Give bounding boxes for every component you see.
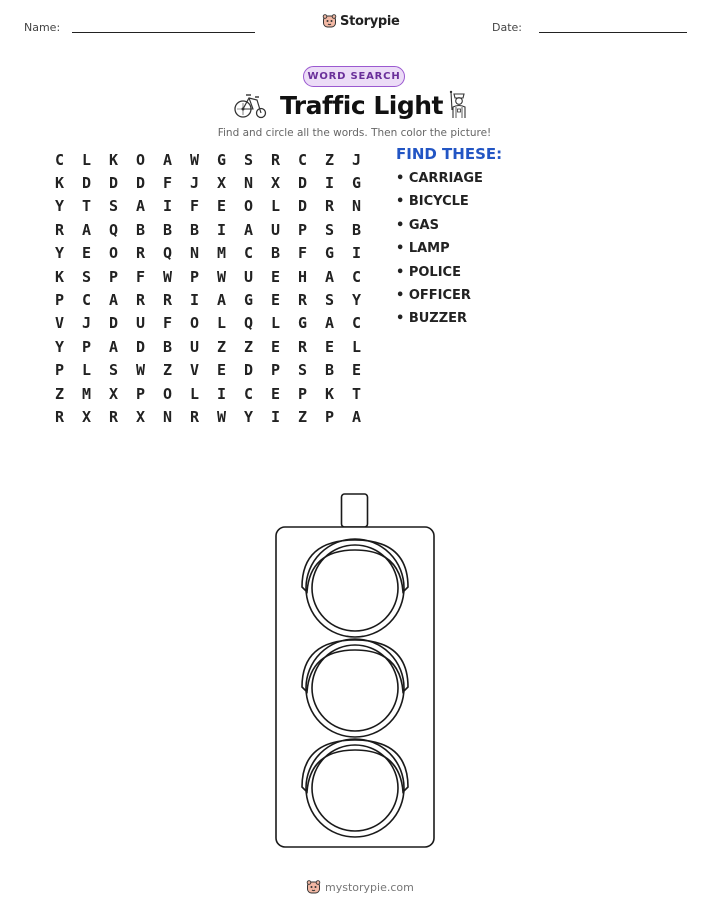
grid-letter[interactable]: O <box>135 150 146 169</box>
grid-letter[interactable]: P <box>297 220 308 239</box>
grid-letter[interactable]: F <box>162 174 173 193</box>
instructions <box>0 127 709 139</box>
grid-letter[interactable]: U <box>189 337 200 356</box>
grid-letter[interactable]: Q <box>108 220 119 239</box>
grid-letter[interactable]: R <box>324 197 335 216</box>
grid-letter[interactable]: E <box>324 337 335 356</box>
grid-letter[interactable]: U <box>135 314 146 333</box>
grid-row <box>46 148 370 171</box>
grid-letter[interactable]: B <box>351 220 362 239</box>
grid-letter[interactable]: Z <box>297 407 308 426</box>
grid-letter[interactable]: D <box>243 361 254 380</box>
grid-letter[interactable]: N <box>243 174 254 193</box>
word-item: • POLICE <box>396 264 461 280</box>
grid-letter[interactable]: L <box>270 314 281 333</box>
bicycle-icon <box>234 90 268 120</box>
grid-letter[interactable]: N <box>162 407 173 426</box>
grid-letter[interactable]: S <box>324 291 335 310</box>
grid-letter[interactable]: P <box>108 267 119 286</box>
grid-letter[interactable]: D <box>108 314 119 333</box>
date-label: Date: <box>492 21 522 34</box>
grid-letter[interactable]: L <box>270 197 281 216</box>
grid-letter[interactable]: R <box>54 220 65 239</box>
grid-letter[interactable]: S <box>297 361 308 380</box>
grid-letter[interactable]: A <box>162 150 173 169</box>
storypie-mascot-icon <box>306 879 321 895</box>
grid-letter[interactable]: R <box>135 291 146 310</box>
grid-letter[interactable]: I <box>324 174 335 193</box>
grid-letter[interactable]: A <box>324 267 335 286</box>
grid-letter[interactable]: Y <box>351 291 362 310</box>
grid-letter[interactable]: P <box>135 384 146 403</box>
grid-letter[interactable]: D <box>135 337 146 356</box>
grid-letter[interactable]: T <box>351 384 362 403</box>
grid-letter[interactable]: R <box>189 407 200 426</box>
grid-letter[interactable]: I <box>162 197 173 216</box>
grid-letter[interactable]: E <box>81 244 92 263</box>
grid-letter[interactable]: Z <box>216 337 227 356</box>
grid-letter[interactable]: C <box>351 314 362 333</box>
grid-letter[interactable]: W <box>216 407 227 426</box>
word-item: • CARRIAGE <box>396 171 483 186</box>
grid-letter[interactable]: E <box>216 361 227 380</box>
grid-row <box>46 288 370 311</box>
grid-letter[interactable]: N <box>189 244 200 263</box>
grid-letter[interactable]: P <box>81 337 92 356</box>
brand-name: Storypie <box>340 13 400 29</box>
grid-letter[interactable]: M <box>216 244 227 263</box>
grid-letter[interactable]: R <box>54 407 65 426</box>
grid-letter[interactable]: C <box>81 291 92 310</box>
grid-letter[interactable]: E <box>216 197 227 216</box>
grid-letter[interactable]: C <box>243 384 254 403</box>
grid-letter[interactable]: R <box>297 337 308 356</box>
brand-logo <box>322 13 400 29</box>
grid-letter[interactable]: B <box>189 220 200 239</box>
grid-letter[interactable]: Z <box>54 384 65 403</box>
grid-letter[interactable]: A <box>351 407 362 426</box>
grid-letter[interactable]: Z <box>162 361 173 380</box>
grid-letter[interactable]: C <box>54 150 65 169</box>
grid-letter[interactable]: P <box>270 361 281 380</box>
grid-letter[interactable]: M <box>81 384 92 403</box>
grid-letter[interactable]: P <box>324 407 335 426</box>
police-officer-icon <box>448 90 470 121</box>
grid-letter[interactable]: C <box>297 150 308 169</box>
traffic-light-body <box>276 527 434 847</box>
grid-row <box>46 359 370 382</box>
grid-letter[interactable]: X <box>81 407 92 426</box>
word-list <box>396 171 483 335</box>
grid-letter[interactable]: K <box>54 267 65 286</box>
grid-letter[interactable]: D <box>297 197 308 216</box>
grid-letter[interactable]: W <box>189 150 200 169</box>
grid-letter[interactable]: O <box>162 384 173 403</box>
grid-letter[interactable]: E <box>270 337 281 356</box>
grid-row <box>46 265 370 288</box>
grid-letter[interactable]: Z <box>324 150 335 169</box>
grid-letter[interactable]: S <box>81 267 92 286</box>
grid-letter[interactable]: R <box>297 291 308 310</box>
grid-letter[interactable]: T <box>81 197 92 216</box>
grid-letter[interactable]: B <box>135 220 146 239</box>
instructions-text: Find and circle all the words. Then color the picture! <box>217 127 492 139</box>
grid-letter[interactable]: K <box>108 150 119 169</box>
grid-letter[interactable]: L <box>351 337 362 356</box>
grid-letter[interactable]: J <box>351 150 362 169</box>
grid-letter[interactable]: K <box>324 384 335 403</box>
grid-letter[interactable]: P <box>189 267 200 286</box>
grid-letter[interactable]: J <box>81 314 92 333</box>
grid-letter[interactable]: I <box>270 407 281 426</box>
grid-letter[interactable]: G <box>243 291 254 310</box>
grid-letter[interactable]: V <box>189 361 200 380</box>
footer <box>306 879 414 895</box>
footer-url[interactable]: mystorypie.com <box>325 880 414 894</box>
grid-letter[interactable]: B <box>324 361 335 380</box>
word-item: • BUZZER <box>396 311 468 327</box>
grid-letter[interactable]: E <box>351 361 362 380</box>
grid-letter[interactable]: A <box>108 337 119 356</box>
grid-letter[interactable]: Y <box>243 407 254 426</box>
grid-letter[interactable]: L <box>216 314 227 333</box>
find-these-title: FIND THESE: <box>396 145 503 163</box>
name-line[interactable] <box>72 32 255 33</box>
name-label: Name: <box>24 21 61 34</box>
grid-letter[interactable]: X <box>216 174 227 193</box>
grid-letter[interactable]: U <box>270 220 281 239</box>
grid-letter[interactable]: L <box>81 150 92 169</box>
grid-letter[interactable]: H <box>297 267 308 286</box>
grid-letter[interactable]: R <box>162 291 173 310</box>
grid-row <box>46 242 370 265</box>
grid-letter[interactable]: V <box>54 314 65 333</box>
page-title: Traffic Light <box>280 91 443 120</box>
grid-letter[interactable]: B <box>162 220 173 239</box>
grid-row <box>46 218 370 241</box>
grid-letter[interactable]: S <box>108 361 119 380</box>
grid-letter[interactable]: N <box>351 197 362 216</box>
grid-letter[interactable]: S <box>243 150 254 169</box>
grid-letter[interactable]: J <box>189 174 200 193</box>
word-item: • LAMP <box>396 241 450 257</box>
grid-letter[interactable]: L <box>189 384 200 403</box>
grid-letter[interactable]: O <box>189 314 200 333</box>
grid-letter[interactable]: G <box>351 174 362 193</box>
grid-letter[interactable]: G <box>324 244 335 263</box>
traffic-light-outline[interactable] <box>272 492 438 850</box>
word-item: • GAS <box>396 217 439 233</box>
grid-letter[interactable]: D <box>135 174 146 193</box>
grid-letter[interactable]: Q <box>243 314 254 333</box>
grid-letter[interactable]: Y <box>54 197 65 216</box>
grid-letter[interactable]: I <box>216 220 227 239</box>
grid-letter[interactable]: P <box>54 361 65 380</box>
grid-letter[interactable]: U <box>243 267 254 286</box>
grid-letter[interactable]: R <box>135 244 146 263</box>
grid-letter[interactable]: X <box>108 384 119 403</box>
grid-letter[interactable]: I <box>216 384 227 403</box>
grid-letter[interactable]: Y <box>54 244 65 263</box>
grid-row <box>46 335 370 358</box>
grid-letter[interactable]: S <box>108 197 119 216</box>
grid-letter[interactable]: A <box>216 291 227 310</box>
grid-letter[interactable]: A <box>243 220 254 239</box>
grid-letter[interactable]: W <box>135 361 146 380</box>
word-item: • BICYCLE <box>396 194 469 210</box>
grid-letter[interactable]: F <box>189 197 200 216</box>
grid-letter[interactable]: R <box>270 150 281 169</box>
grid-row <box>46 382 370 405</box>
grid-letter[interactable]: I <box>351 244 362 263</box>
traffic-light-cap <box>342 494 368 527</box>
grid-letter[interactable]: Y <box>54 337 65 356</box>
grid-letter[interactable]: F <box>162 314 173 333</box>
grid-letter[interactable]: E <box>270 267 281 286</box>
grid-letter[interactable]: D <box>81 174 92 193</box>
storypie-mascot-icon <box>322 13 337 29</box>
grid-letter[interactable]: Q <box>162 244 173 263</box>
grid-letter[interactable]: O <box>243 197 254 216</box>
grid-letter[interactable]: A <box>108 291 119 310</box>
grid-letter[interactable]: A <box>135 197 146 216</box>
grid-letter[interactable]: D <box>108 174 119 193</box>
grid-letter[interactable]: B <box>270 244 281 263</box>
grid-letter[interactable]: C <box>351 267 362 286</box>
grid-letter[interactable]: G <box>216 150 227 169</box>
grid-letter[interactable]: F <box>297 244 308 263</box>
grid-letter[interactable]: B <box>162 337 173 356</box>
grid-letter[interactable]: W <box>162 267 173 286</box>
grid-letter[interactable]: O <box>108 244 119 263</box>
grid-letter[interactable]: W <box>216 267 227 286</box>
grid-letter[interactable]: F <box>135 267 146 286</box>
grid-letter[interactable]: A <box>81 220 92 239</box>
grid-letter[interactable]: A <box>324 314 335 333</box>
grid-letter[interactable]: E <box>270 291 281 310</box>
grid-letter[interactable]: K <box>54 174 65 193</box>
grid-letter[interactable]: Z <box>243 337 254 356</box>
word-search-badge: WORD SEARCH <box>303 66 405 87</box>
grid-letter[interactable]: P <box>297 384 308 403</box>
grid-letter[interactable]: X <box>270 174 281 193</box>
grid-letter[interactable]: S <box>324 220 335 239</box>
grid-letter[interactable]: E <box>270 384 281 403</box>
grid-letter[interactable]: P <box>54 291 65 310</box>
grid-letter[interactable]: G <box>297 314 308 333</box>
grid-row <box>46 195 370 218</box>
word-search-grid[interactable] <box>46 148 370 429</box>
grid-letter[interactable]: I <box>189 291 200 310</box>
grid-row <box>46 312 370 335</box>
word-item: • OFFICER <box>396 287 471 303</box>
grid-letter[interactable]: L <box>81 361 92 380</box>
grid-letter[interactable]: C <box>243 244 254 263</box>
grid-letter[interactable]: D <box>297 174 308 193</box>
grid-row <box>46 405 370 428</box>
grid-letter[interactable]: R <box>108 407 119 426</box>
grid-letter[interactable]: X <box>135 407 146 426</box>
date-line[interactable] <box>539 32 687 33</box>
grid-row <box>46 171 370 194</box>
